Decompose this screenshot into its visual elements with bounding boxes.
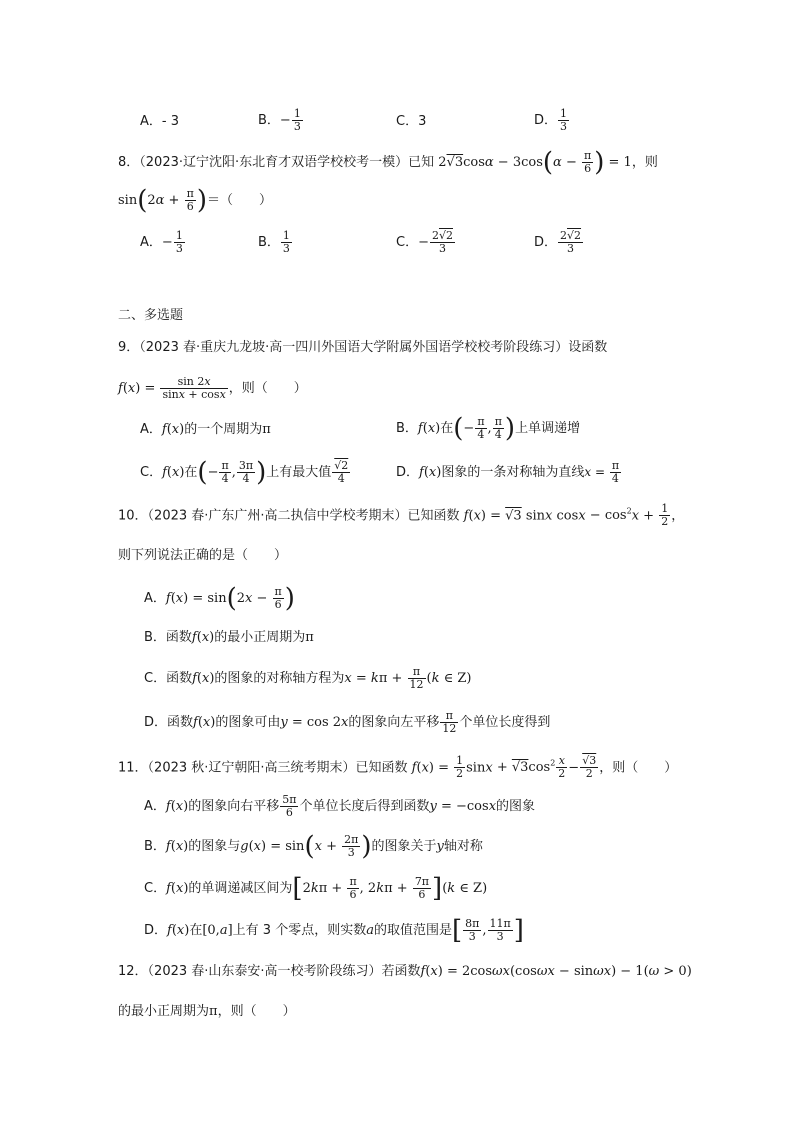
q10-option-b: B．函数f(x)的最小正周期为π — [144, 630, 314, 645]
q12-stem-2: 的最小正周期为π，则（ ） — [118, 1004, 296, 1019]
q9-option-c: C．f(x)在(− $\frac{\pi}{4}$ , $\frac{3\pi}{4}$ )上有最大值 $\frac{√2}{4}$ — [140, 457, 349, 488]
q8-stem: 8．（2023·辽宁沈阳·东北育才双语学校校考一模）已知 2√3cosα − 3cos(α − $\frac{\pi}{6}$ ) = 1，则 — [118, 147, 658, 178]
q10-option-d: D．函数f(x)的图象可由y = cos 2x的图象向左平移 $\frac{\pi}{12}$ 个单位长度得到 — [144, 709, 551, 735]
q9-option-b: B．f(x)在(− $\frac{\pi}{4}$ , $\frac{\pi}{4}$ )上单调递增 — [396, 413, 581, 444]
q7-options — [140, 108, 660, 136]
q11-stem: 11．（2023 秋·辽宁朝阳·高三统考期末）已知函数 f(x) = $\frac{1}{2}$ $\sin x + √3\cos^2$ $\frac{x}{2}$ − $\frac{√3}{2}$ ，则（ ） — [118, 754, 678, 781]
q8-options — [140, 230, 660, 260]
q8-stem-2: sin(2α + $\frac{\pi}{6}$ )＝（ ） — [118, 185, 272, 216]
q10-stem-2: 则下列说法正确的是（ ） — [118, 548, 288, 563]
q11-option-b: B．f(x)的图象与g(x) = sin(x + $\frac{2\pi}{3}$ )的图象关于y轴对称 — [144, 831, 483, 862]
q7-option-c: C．3 — [396, 114, 427, 129]
q9-stem: 9．（2023 春·重庆九龙坡·高一四川外国语大学附属外国语学校校考阶段练习）设函数 — [118, 340, 608, 355]
q12-stem: 12．（2023 春·山东泰安·高一校考阶段练习）若函数f(x) = 2cosωx(cosωx − sinωx) − 1(ω > 0) — [118, 964, 692, 979]
q8-option-b: B． $\frac{1}{3}$ — [258, 229, 290, 255]
q8-option-d: D． $\frac{2√2}{3}$ — [534, 229, 582, 255]
q7-option-b: B．− $\frac{1}{3}$ — [258, 107, 301, 133]
q10-option-c: C．函数f(x)的图象的对称轴方程为x = kπ + $\frac{\pi}{12}$ (k ∈ Z) — [144, 665, 472, 691]
q7-option-d: D． $\frac{1}{3}$ — [534, 107, 568, 133]
q11-option-d: D．f(x)在[0,a]上有 3 个零点，则实数a的取值范围是[ $\frac{8\pi}{3}$ , $\frac{11\pi}{3}$ ] — [144, 915, 524, 946]
q9-function: f(x) = $\frac{\sin 2x}{\sin x + \cos x}$ ，则（ ） — [118, 375, 307, 401]
q11-option-a: A．f(x)的图象向右平移 $\frac{5\pi}{6}$ 个单位长度后得到函数y = −cosx的图象 — [144, 793, 536, 819]
q8-option-c: C．− $\frac{2√2}{3}$ — [396, 229, 453, 255]
q10-stem: 10．（2023 春·广东广州·高二执信中学校考期末）已知函数 f(x) = √3 sinx $\cos x - \cos^2x$ + $\frac{1}{2}$ ， — [118, 502, 685, 529]
q9-option-d: D．f(x)图象的一条对称轴为直线x = $\frac{\pi}{4}$ — [396, 459, 620, 485]
section-heading: 二、多选题 — [118, 308, 184, 323]
q11-option-c: C．f(x)的单调递减区间为[2kπ + $\frac{\pi}{6}$ , 2kπ + $\frac{7\pi}{6}$ ](k ∈ Z) — [144, 873, 488, 904]
q9-option-a: A．f(x)的一个周期为π — [140, 422, 271, 437]
q8-option-a: A．− $\frac{1}{3}$ — [140, 229, 183, 255]
q10-option-a: A．f(x) = sin(2x − $\frac{\pi}{6}$ ) — [144, 583, 295, 614]
q7-option-a: A．- 3 — [140, 114, 179, 129]
